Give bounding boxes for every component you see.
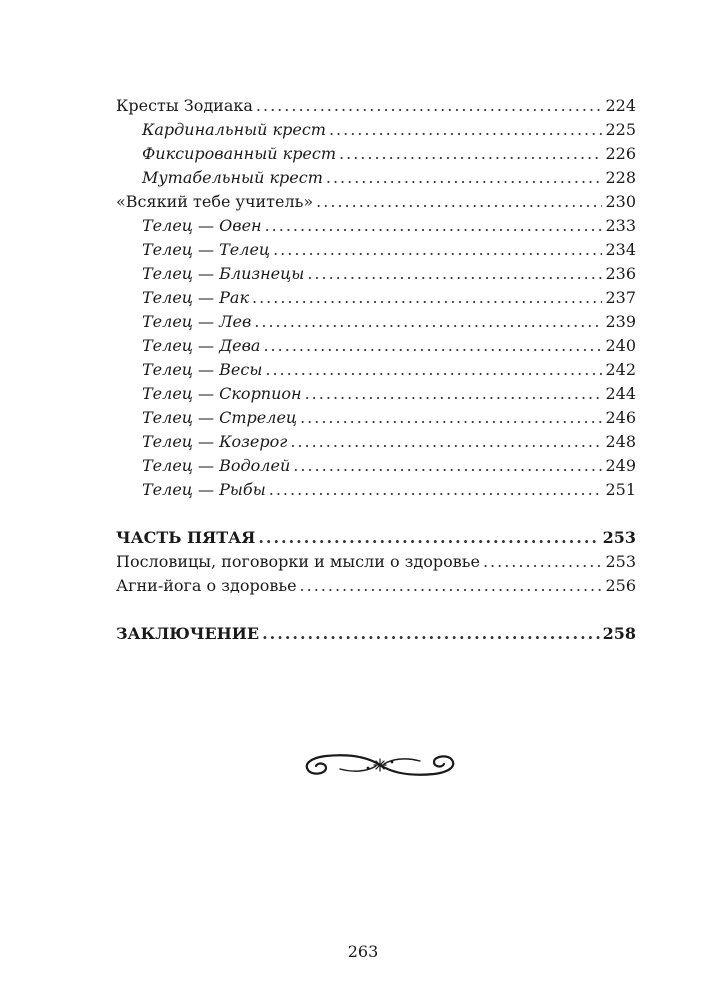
toc-subentry <box>116 382 636 406</box>
toc-entry-page: 234 <box>605 240 636 259</box>
toc-entry-title: Телец — Овен <box>142 216 262 235</box>
leader-dots <box>483 550 603 574</box>
leader-dots <box>263 334 602 358</box>
toc-subentry <box>116 334 636 358</box>
toc-subentry <box>116 118 636 142</box>
toc-subentry <box>116 310 636 334</box>
toc-subentry <box>116 454 636 478</box>
toc-entry-page: 224 <box>605 96 636 115</box>
toc-entry <box>116 574 636 598</box>
leader-dots <box>262 622 599 646</box>
leader-dots <box>256 94 603 118</box>
toc-entry-page: 226 <box>605 144 636 163</box>
toc-subentry <box>116 142 636 166</box>
toc-entry-title: Кардинальный крест <box>142 120 326 139</box>
toc-entry-title: Кресты Зодиака <box>116 96 253 115</box>
leader-dots <box>252 286 602 310</box>
toc-entry-page: 253 <box>605 552 636 571</box>
toc-part-heading <box>116 526 636 550</box>
toc-subentry <box>116 262 636 286</box>
toc-subentry <box>116 166 636 190</box>
toc-subentry <box>116 286 636 310</box>
toc-entry-title: Телец — Рыбы <box>142 480 266 499</box>
leader-dots <box>290 430 602 454</box>
toc-subentry <box>116 238 636 262</box>
toc-entry-page: 236 <box>605 264 636 283</box>
toc-entry-title: Телец — Дева <box>142 336 261 355</box>
toc-entry-page: 228 <box>605 168 636 187</box>
toc-subentry <box>116 214 636 238</box>
toc-entry-page: 239 <box>605 312 636 331</box>
toc-entry-title: Фиксированный крест <box>142 144 337 163</box>
leader-dots <box>258 526 599 550</box>
toc-entry-title: Телец — Скорпион <box>142 384 302 403</box>
toc-entry-page: 246 <box>605 408 636 427</box>
leader-dots <box>265 214 603 238</box>
toc-entry-page: 233 <box>605 216 636 235</box>
toc-entry-title: Мутабельный крест <box>142 168 323 187</box>
toc-conclusion-page: 258 <box>602 624 636 643</box>
toc-conclusion-heading <box>116 622 636 646</box>
toc-entry-page: 249 <box>605 456 636 475</box>
toc-part-title: ЧАСТЬ ПЯТАЯ <box>116 528 256 547</box>
toc-entry-page: 251 <box>605 480 636 499</box>
toc-entry-page: 225 <box>605 120 636 139</box>
toc-subentry <box>116 406 636 430</box>
leader-dots <box>254 310 602 334</box>
toc-entry-page: 230 <box>605 192 636 211</box>
toc-entry-page: 244 <box>605 384 636 403</box>
toc-entry-title: Телец — Рак <box>142 288 249 307</box>
toc-entry <box>116 190 636 214</box>
leader-dots <box>269 478 603 502</box>
toc-subentry <box>116 430 636 454</box>
leader-dots <box>300 574 603 598</box>
toc-entry-page: 256 <box>605 576 636 595</box>
toc-entry-page: 240 <box>605 336 636 355</box>
leader-dots <box>316 190 602 214</box>
toc-entry-title: «Всякий тебе учитель» <box>116 192 314 211</box>
toc-entry-page: 248 <box>605 432 636 451</box>
toc-entry-page: 237 <box>605 288 636 307</box>
toc-entry-title: Телец — Телец <box>142 240 271 259</box>
flourish-divider-icon <box>300 744 460 786</box>
toc-entry-title: Телец — Близнецы <box>142 264 305 283</box>
toc-entry-title: Пословицы, поговорки и мысли о здоровье <box>116 552 480 571</box>
toc-part-page: 253 <box>602 528 636 547</box>
spacer <box>116 502 636 526</box>
toc-entry-page: 242 <box>605 360 636 379</box>
toc-entry-title: Телец — Козерог <box>142 432 288 451</box>
leader-dots <box>339 142 602 166</box>
leader-dots <box>307 262 602 286</box>
toc-entry <box>116 550 636 574</box>
toc-entry-title: Телец — Весы <box>142 360 263 379</box>
toc-entry <box>116 94 636 118</box>
spacer <box>116 598 636 622</box>
toc-entry-title: Агни-йога о здоровье <box>116 576 297 595</box>
toc-entry-title: Телец — Водолей <box>142 456 291 475</box>
toc-entry-title: Телец — Лев <box>142 312 252 331</box>
leader-dots <box>273 238 602 262</box>
toc-subentry <box>116 358 636 382</box>
toc-conclusion-title: ЗАКЛЮЧЕНИЕ <box>116 624 260 643</box>
toc-entry-title: Телец — Стрелец <box>142 408 298 427</box>
leader-dots <box>300 406 602 430</box>
leader-dots <box>329 118 603 142</box>
page-number: 263 <box>347 942 379 961</box>
leader-dots <box>326 166 603 190</box>
toc-subentry <box>116 478 636 502</box>
leader-dots <box>265 358 602 382</box>
leader-dots <box>293 454 602 478</box>
leader-dots <box>305 382 603 406</box>
table-of-contents <box>116 94 636 646</box>
